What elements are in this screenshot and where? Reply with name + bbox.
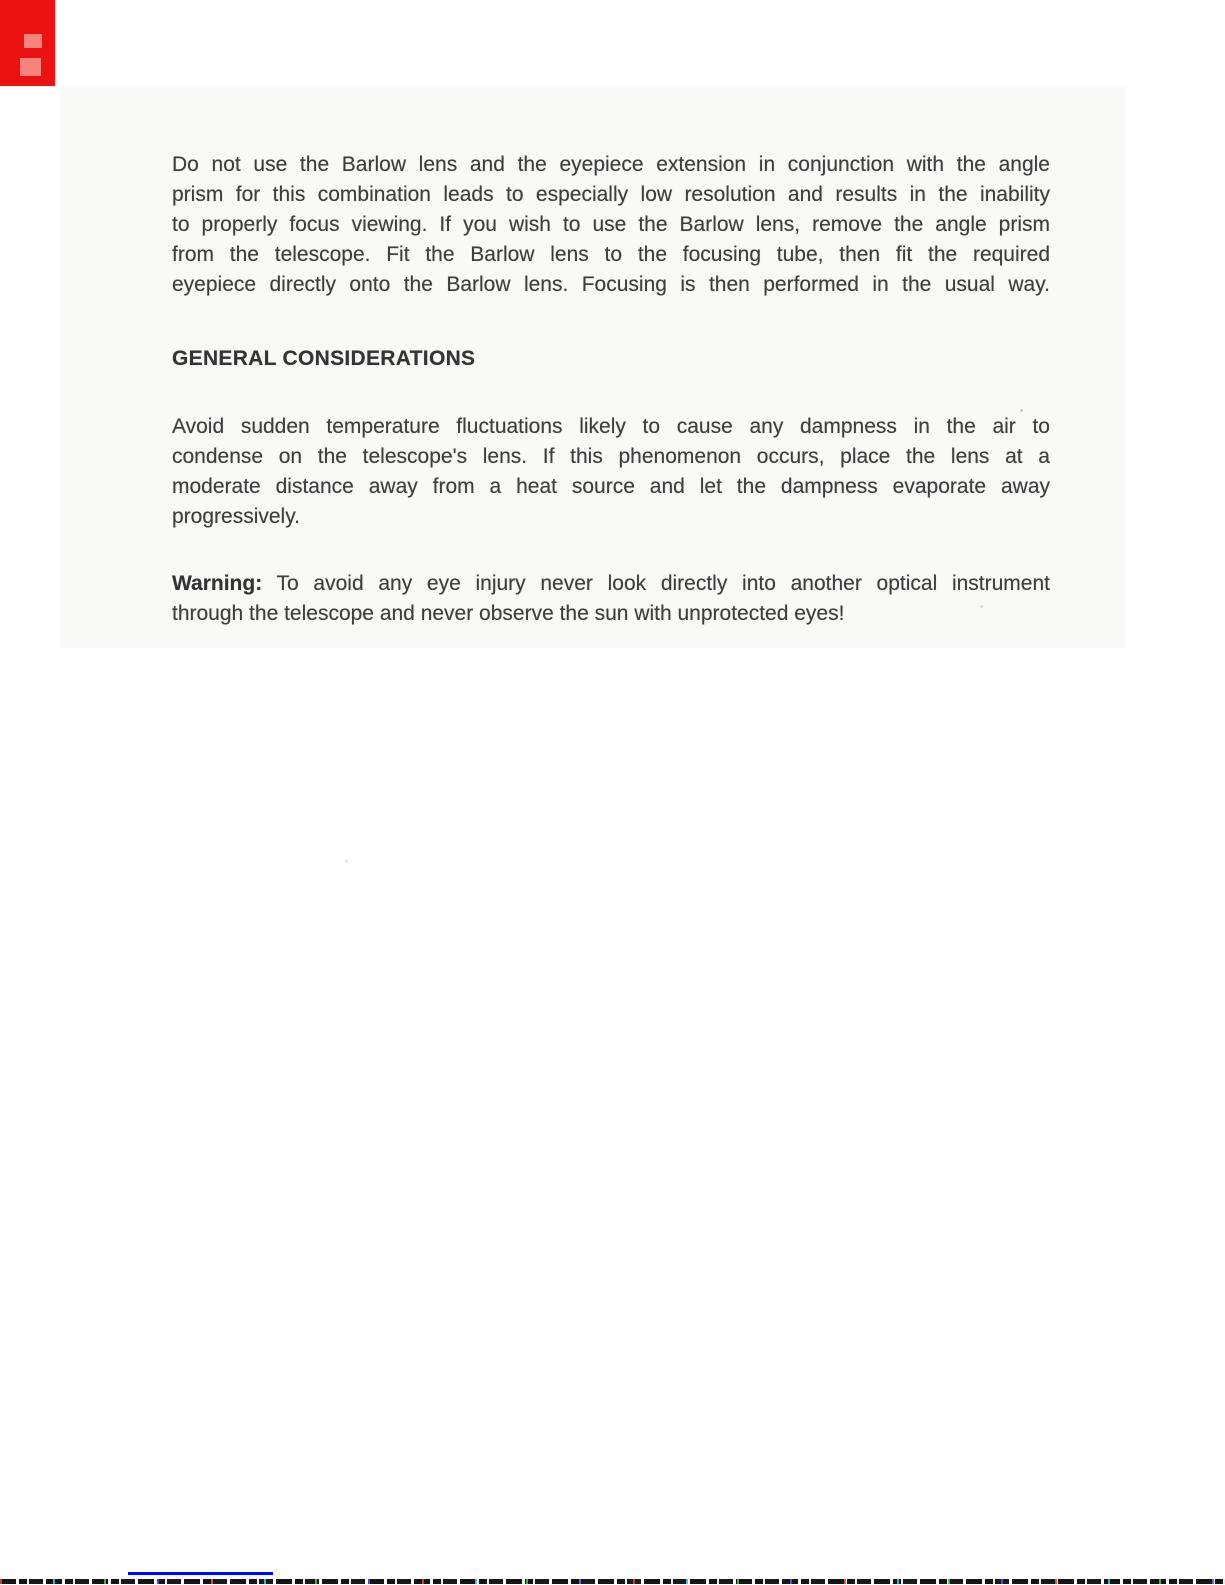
red-artifact-inner-mark — [24, 34, 42, 48]
text-line: moderate distance away from a heat source and let the dampness evaporate away — [172, 475, 1050, 498]
text-line: to properly focus viewing. If you wish to use the Barlow lens, remove the angle prism — [172, 213, 1050, 236]
text-line: progressively. — [172, 505, 300, 528]
text-line: Do not use the Barlow lens and the eyepiece extension in conjunction with the angle — [172, 153, 1050, 176]
text-line: eyepiece directly onto the Barlow lens. Focusing is then performed in the usual way. — [172, 273, 1050, 296]
considerations-paragraph — [172, 412, 1050, 532]
warning-paragraph — [172, 569, 1050, 629]
scanned-page-region — [60, 87, 1126, 648]
warning-text: To avoid any eye injury never look directly into another optical instrument — [276, 572, 1050, 595]
text-line: prism for this combination leads to especially low resolution and results in the inability — [172, 183, 1050, 206]
section-heading: GENERAL CONSIDERATIONS — [172, 347, 476, 370]
intro-paragraph — [172, 150, 1050, 300]
red-scanner-edge-artifact — [0, 0, 55, 86]
text-line: Avoid sudden temperature fluctuations likely to cause any dampness in the air to — [172, 415, 1050, 438]
text-line: condense on the telescope's lens. If this phenomenon occurs, place the lens at a — [172, 445, 1050, 468]
warning-first-line — [172, 569, 1050, 599]
bottom-edge-scan-line — [0, 1579, 1225, 1584]
document-text-block — [172, 150, 1050, 629]
blue-underline-artifact — [128, 1572, 273, 1575]
text-line: through the telescope and never observe the sun with unprotected eyes! — [172, 602, 845, 625]
red-artifact-inner-mark — [20, 58, 41, 76]
warning-label: Warning: — [172, 572, 263, 595]
text-line: from the telescope. Fit the Barlow lens to the focusing tube, then fit the required — [172, 243, 1050, 266]
